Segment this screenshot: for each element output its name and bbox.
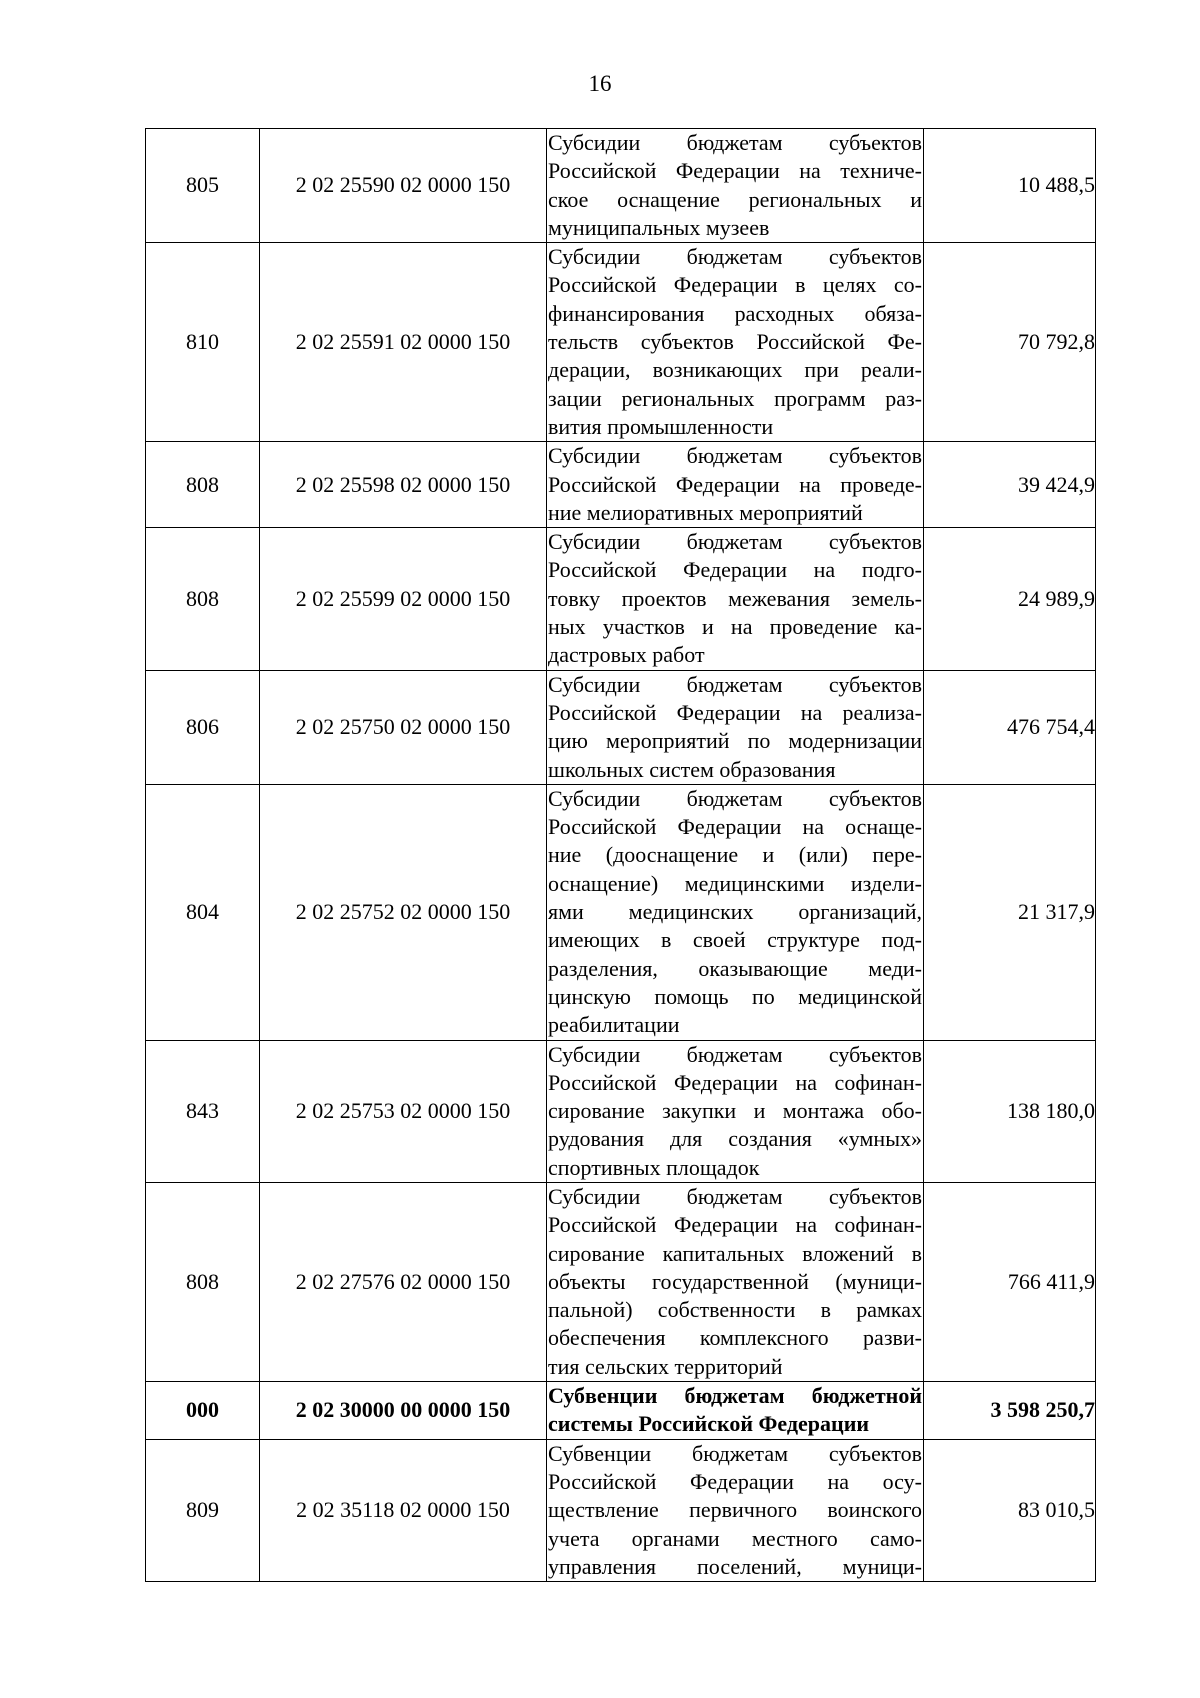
budget-classification-code-cell: 2 02 25591 02 0000 150 [260, 243, 547, 442]
description-line: Субсидии бюджетам субъектов [548, 1183, 922, 1209]
description-line: ных участков и на проведение ка- [548, 614, 922, 640]
description-line: Субсидии бюджетам субъектов [548, 244, 922, 270]
budget-classification-code-cell: 2 02 35118 02 0000 150 [260, 1439, 547, 1581]
amount-cell: 83 010,5 [924, 1439, 1096, 1581]
description-line: объекты государственной (муници- [548, 1268, 922, 1294]
description-line: пальной) собственности в рамках [548, 1297, 922, 1323]
table-row [146, 1439, 1096, 1581]
description-line: Российской Федерации на реализа- [548, 699, 922, 725]
amount-cell: 24 989,9 [924, 528, 1096, 670]
admin-code-cell: 806 [146, 670, 260, 784]
description-line: финансирования расходных обяза- [548, 300, 922, 326]
admin-code-cell: 804 [146, 784, 260, 1040]
description-line: товку проектов межевания земель- [548, 585, 922, 611]
budget-classification-code-cell: 2 02 25590 02 0000 150 [260, 129, 547, 243]
description-cell [547, 528, 924, 670]
table-body [146, 129, 1096, 1582]
description-line: Российской Федерации на проведе- [548, 471, 922, 497]
budget-classification-code-cell: 2 02 30000 00 0000 150 [260, 1382, 547, 1440]
description-line: Российской Федерации на подго- [548, 557, 922, 583]
description-line: Российской Федерации в целях со- [548, 272, 922, 298]
budget-classification-code-cell: 2 02 25598 02 0000 150 [260, 442, 547, 528]
description-line: системы Российской Федерации [548, 1411, 870, 1437]
budget-classification-code-cell: 2 02 25750 02 0000 150 [260, 670, 547, 784]
amount-cell: 476 754,4 [924, 670, 1096, 784]
description-line: Российской Федерации на оснаще- [548, 814, 922, 840]
description-cell [547, 243, 924, 442]
description-cell [547, 1040, 924, 1182]
description-line: Субсидии бюджетам субъектов [548, 785, 922, 811]
description-line: Российской Федерации на техниче- [548, 158, 922, 184]
budget-revenue-table [145, 128, 1096, 1582]
description-cell [547, 1439, 924, 1581]
budget-classification-code-cell: 2 02 25753 02 0000 150 [260, 1040, 547, 1182]
description-cell [547, 442, 924, 528]
budget-classification-code-cell: 2 02 27576 02 0000 150 [260, 1182, 547, 1381]
description-line: Российской Федерации на осу- [548, 1468, 922, 1494]
budget-classification-code-cell: 2 02 25599 02 0000 150 [260, 528, 547, 670]
description-line: тельств субъектов Российской Фе- [548, 329, 922, 355]
description-line: вития промышленности [548, 413, 774, 439]
admin-code-cell: 000 [146, 1382, 260, 1440]
page-number: 16 [588, 71, 612, 96]
description-cell [547, 1382, 924, 1440]
amount-cell: 10 488,5 [924, 129, 1096, 243]
description-line: Субвенции бюджетам бюджетной [548, 1383, 922, 1409]
description-line: Российской Федерации на софинан- [548, 1212, 922, 1238]
description-cell [547, 129, 924, 243]
admin-code-cell: 809 [146, 1439, 260, 1581]
description-line: обеспечения комплексного разви- [548, 1325, 922, 1351]
description-line: ское оснащение региональных и [548, 186, 922, 212]
table-row [146, 784, 1096, 1040]
description-line: Субвенции бюджетам субъектов [548, 1440, 922, 1466]
description-line: тия сельских территорий [548, 1353, 783, 1379]
description-line: учета органами местного само- [548, 1525, 922, 1551]
description-line: оснащение) медицинскими издели- [548, 870, 922, 896]
amount-cell: 21 317,9 [924, 784, 1096, 1040]
admin-code-cell: 808 [146, 442, 260, 528]
description-line: ществление первичного воинского [548, 1497, 922, 1523]
description-line: рудования для создания «умных» [548, 1126, 922, 1152]
table-row [146, 1040, 1096, 1182]
description-line: реабилитации [548, 1012, 680, 1038]
table-row [146, 670, 1096, 784]
admin-code-cell: 843 [146, 1040, 260, 1182]
description-line: дерации, возникающих при реали- [548, 357, 922, 383]
description-line: спортивных площадок [548, 1154, 760, 1180]
table-row [146, 129, 1096, 243]
description-line: ями медицинских организаций, [548, 899, 922, 925]
amount-cell: 766 411,9 [924, 1182, 1096, 1381]
description-line: Субсидии бюджетам субъектов [548, 671, 922, 697]
description-line: Субсидии бюджетам субъектов [548, 529, 922, 555]
description-line: школьных систем образования [548, 756, 836, 782]
admin-code-cell: 808 [146, 528, 260, 670]
description-line: разделения, оказывающие меди- [548, 955, 922, 981]
amount-cell: 70 792,8 [924, 243, 1096, 442]
admin-code-cell: 805 [146, 129, 260, 243]
description-line: сирование капитальных вложений в [548, 1240, 922, 1266]
description-line: Субсидии бюджетам субъектов [548, 1041, 922, 1067]
description-line: цию мероприятий по модернизации [548, 728, 922, 754]
description-line: имеющих в своей структуре под- [548, 927, 922, 953]
table-row [146, 442, 1096, 528]
amount-cell: 138 180,0 [924, 1040, 1096, 1182]
description-line: ние мелиоративных мероприятий [548, 499, 863, 525]
description-line: дастровых работ [548, 642, 705, 668]
description-line: Субсидии бюджетам субъектов [548, 130, 922, 155]
amount-cell: 3 598 250,7 [924, 1382, 1096, 1440]
admin-code-cell: 808 [146, 1182, 260, 1381]
description-line: ние (дооснащение и (или) пере- [548, 842, 922, 868]
description-cell [547, 784, 924, 1040]
description-line: Российской Федерации на софинан- [548, 1069, 922, 1095]
description-line: Субсидии бюджетам субъектов [548, 443, 922, 469]
table-row [146, 1182, 1096, 1381]
admin-code-cell: 810 [146, 243, 260, 442]
budget-classification-code-cell: 2 02 25752 02 0000 150 [260, 784, 547, 1040]
description-line: цинскую помощь по медицинской [548, 983, 922, 1009]
description-line: сирование закупки и монтажа обо- [548, 1098, 922, 1124]
table-row [146, 528, 1096, 670]
amount-cell: 39 424,9 [924, 442, 1096, 528]
table-row [146, 243, 1096, 442]
description-line: управления поселений, муници- [548, 1553, 922, 1579]
description-line: зации региональных программ раз- [548, 385, 922, 411]
description-line: муниципальных музеев [548, 214, 770, 240]
table-row [146, 1382, 1096, 1440]
description-cell [547, 1182, 924, 1381]
description-cell [547, 670, 924, 784]
